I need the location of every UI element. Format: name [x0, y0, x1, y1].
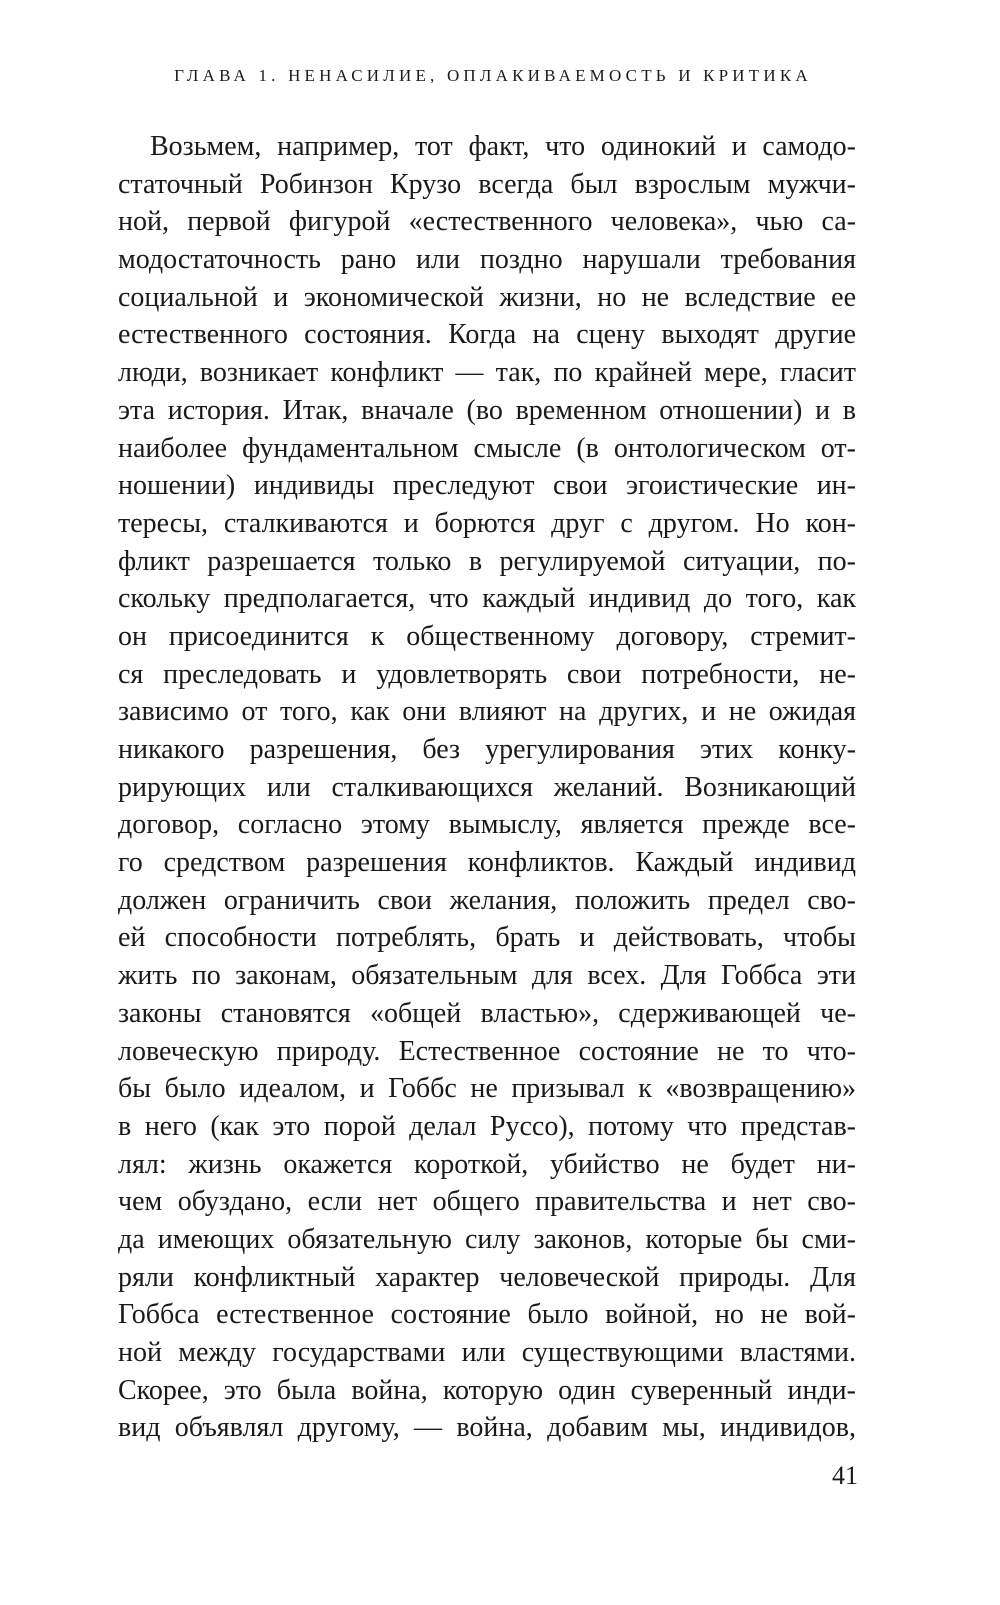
text-line: естественного состояния. Когда на сцену выходят другие — [118, 319, 856, 351]
text-line: он присоединится к общественному договору, стремит- — [118, 620, 856, 652]
body-text — [118, 128, 856, 1447]
text-line: жить по законам, обязательным для всех. Для Гоббса эти — [118, 960, 856, 992]
text-line: договор, согласно этому вымыслу, является прежде все- — [118, 809, 856, 841]
text-line: Возьмем, например, тот факт, что одинокий и самодо- — [150, 131, 856, 162]
text-line: ся преследовать и удовлетворять свои потребности, не- — [118, 658, 856, 690]
text-line: Скорее, это была война, которую один суверенный инди- — [118, 1374, 856, 1406]
page-number: 41 — [832, 1461, 858, 1490]
text-line: люди, возникает конфликт — так, по крайней мере, гласит — [118, 357, 856, 389]
text-line: го средством разрешения конфликтов. Каждый индивид — [118, 847, 856, 879]
text-line: да имеющих обязательную силу законов, которые бы сми- — [118, 1223, 856, 1255]
text-line: чем обуздано, если нет общего правительства и нет сво- — [118, 1186, 856, 1218]
text-line: ной, первой фигурой «естественного человека», чью са- — [118, 206, 856, 238]
text-line: эта история. Итак, вначале (во временном отношении) и в — [118, 394, 856, 426]
text-line: бы было идеалом, и Гоббс не призывал к «возвращению» — [118, 1073, 856, 1105]
text-line: ловеческую природу. Естественное состояние не то что- — [118, 1035, 856, 1067]
text-line: тересы, сталкиваются и борются друг с другом. Но кон- — [118, 507, 856, 539]
text-line: наиболее фундаментальном смысле (в онтологическом от- — [118, 432, 856, 464]
text-line: рирующих или сталкивающихся желаний. Возникающий — [118, 771, 856, 803]
text-line: социальной и экономической жизни, но не вследствие ее — [118, 281, 856, 313]
text-line: зависимо от того, как они влияют на других, и не ожидая — [118, 696, 856, 728]
text-line: ряли конфликтный характер человеческой природы. Для — [118, 1261, 856, 1293]
text-line: ношении) индивиды преследуют свои эгоистические ин- — [118, 470, 856, 502]
text-line: фликт разрешается только в регулируемой ситуации, по- — [118, 545, 856, 577]
text-line: скольку предполагается, что каждый индивид до того, как — [118, 583, 856, 615]
text-line: должен ограничить свои желания, положить предел сво- — [118, 884, 856, 916]
text-line: ей способности потреблять, брать и действовать, чтобы — [118, 922, 856, 954]
text-line: законы становятся «общей властью», сдерживающей че- — [118, 997, 856, 1029]
running-header: ГЛАВА 1. НЕНАСИЛИЕ, ОПЛАКИВАЕМОСТЬ И КРИТИКА — [174, 66, 812, 85]
text-line: статочный Робинзон Крузо всегда был взрослым мужчи- — [118, 168, 856, 200]
text-line: никакого разрешения, без урегулирования этих конку- — [118, 734, 856, 765]
text-line: в него (как это порой делал Руссо), потому что представ- — [118, 1110, 856, 1142]
text-line: лял: жизнь окажется короткой, убийство не будет ни- — [118, 1148, 856, 1180]
text-line: модостаточность рано или поздно нарушали требования — [118, 244, 856, 276]
text-line: Гоббса естественное состояние было войной, но не вой- — [118, 1299, 856, 1331]
text-line: ной между государствами или существующими властями. — [118, 1337, 856, 1368]
text-line: вид объявлял другому, — война, добавим мы, индивидов, — [118, 1412, 856, 1444]
